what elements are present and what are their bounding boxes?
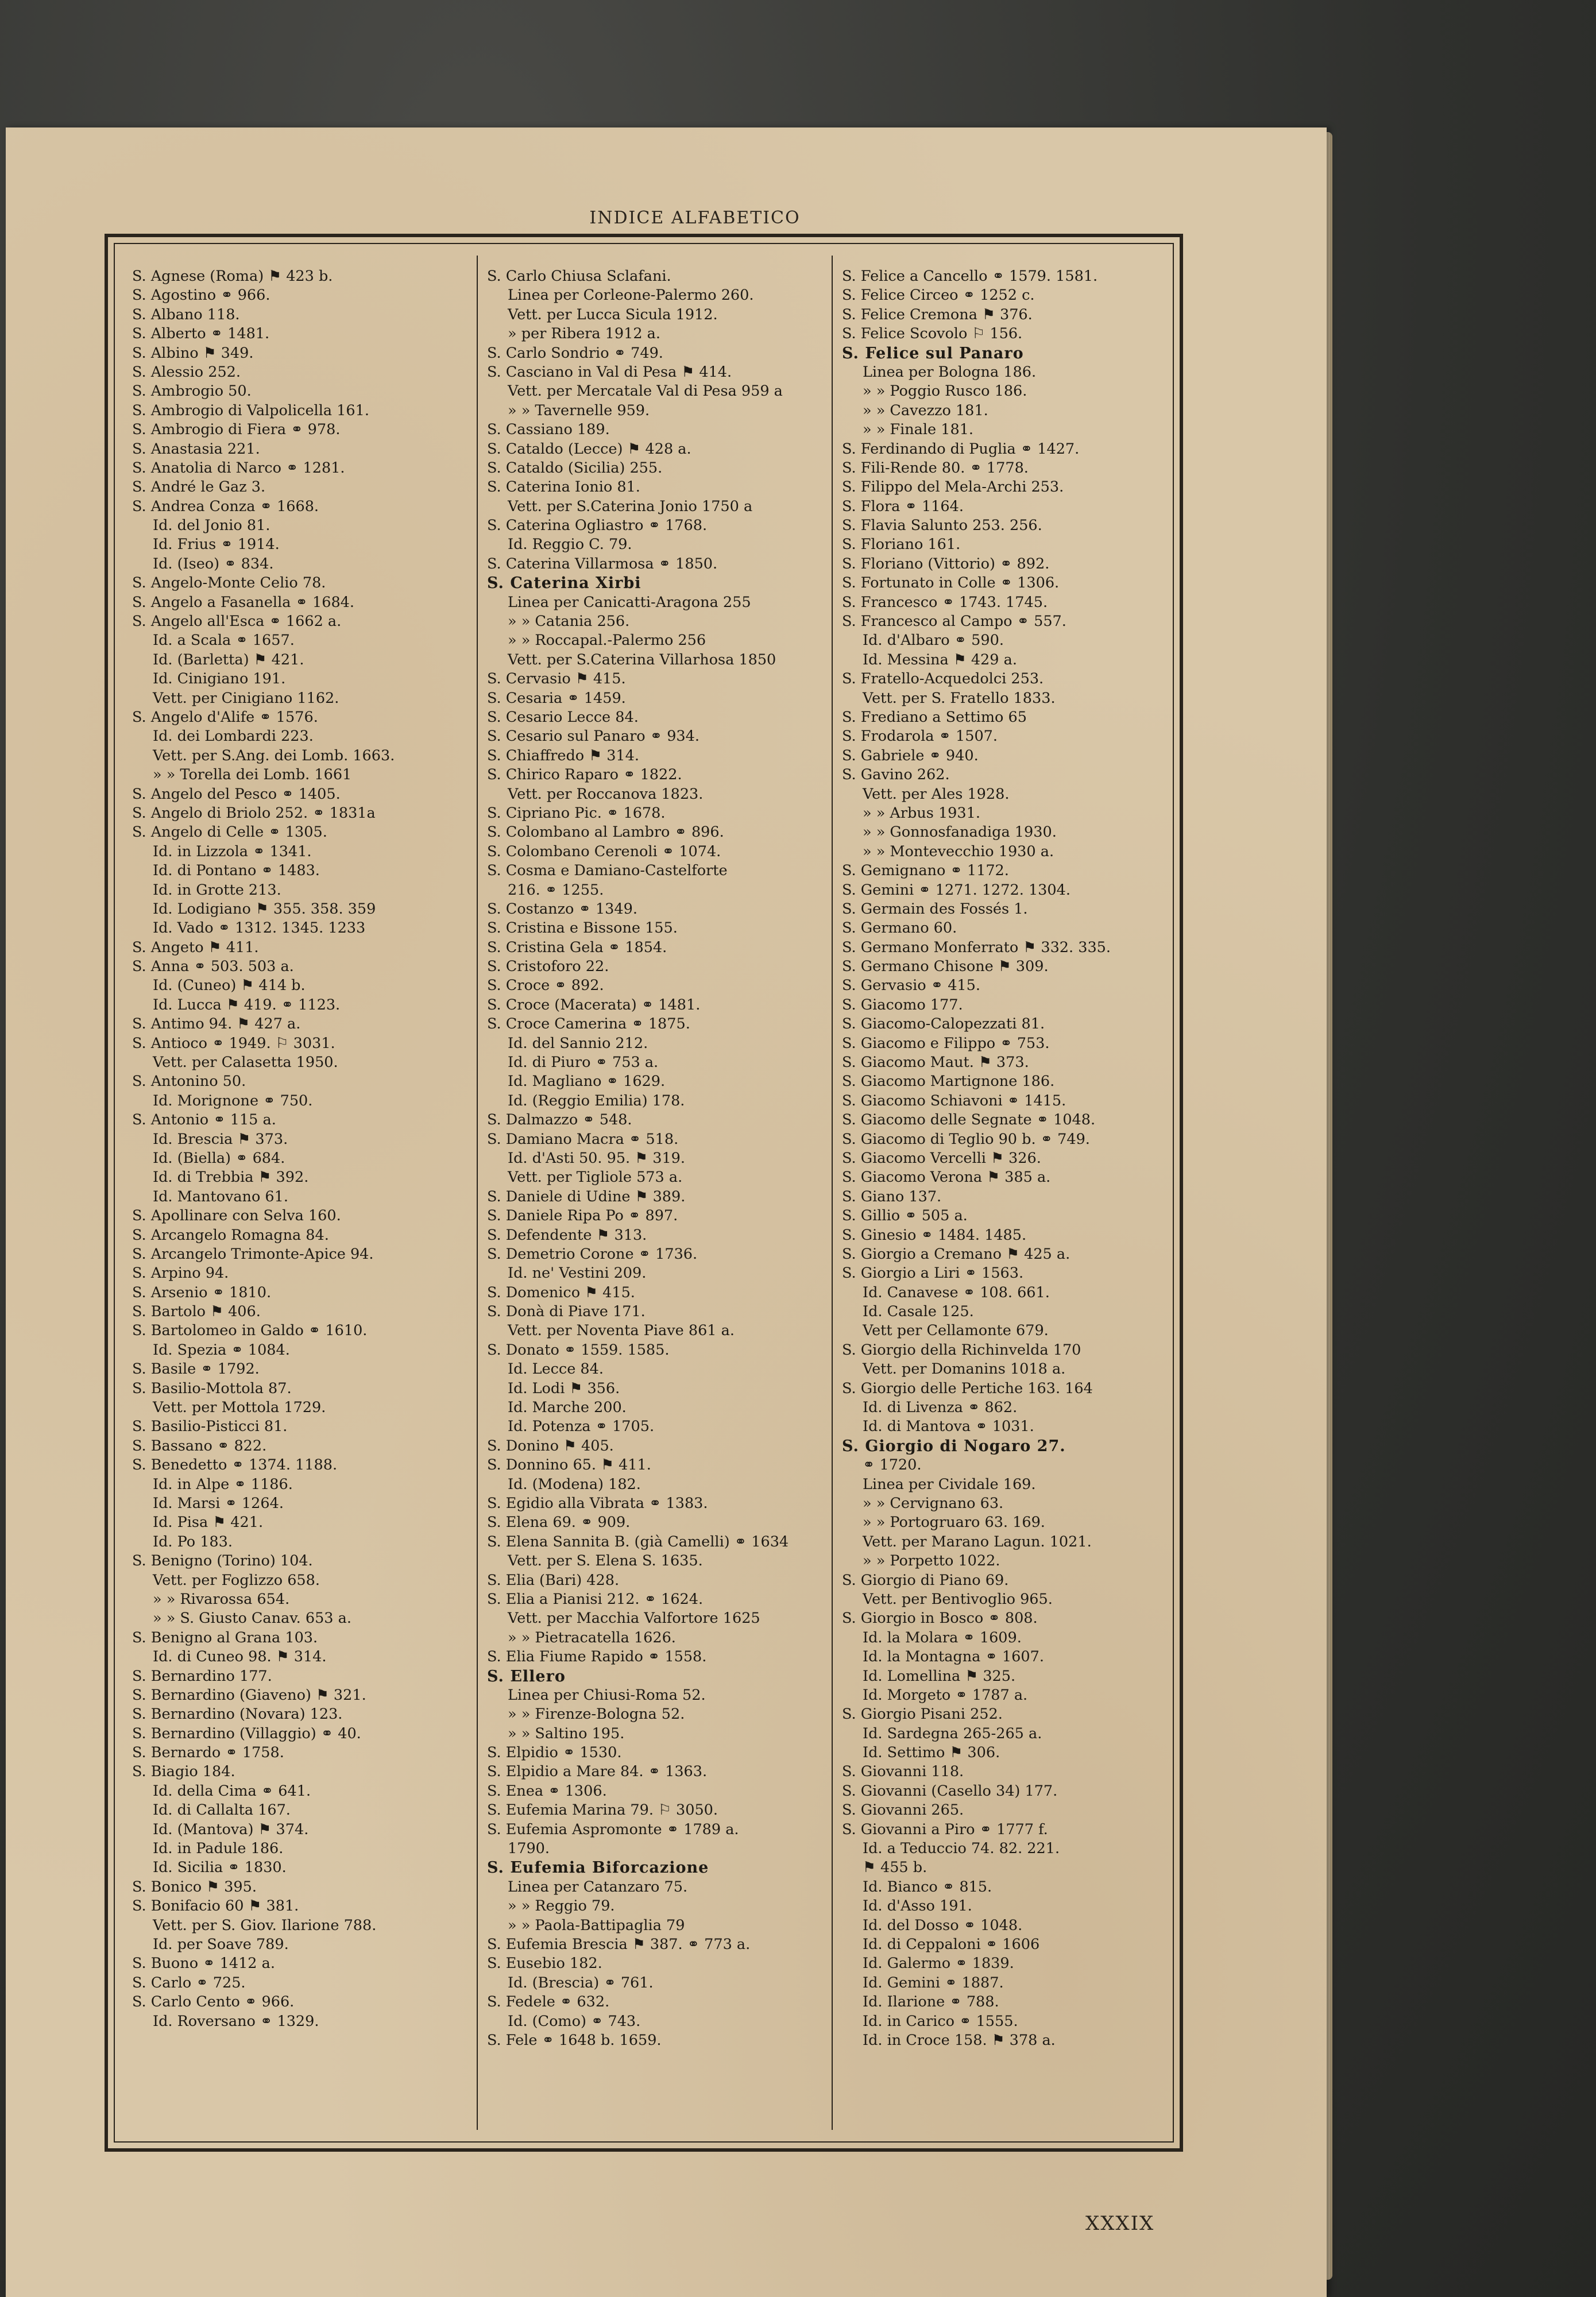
index-entry: S. Chiaffredo ⚑ 314.	[487, 747, 639, 764]
index-entry: Vett. per S. Giov. Ilarione 788.	[153, 1916, 377, 1934]
index-frame	[105, 234, 1183, 2152]
index-entry: S. Andrea Conza ⚭ 1668.	[132, 497, 319, 515]
index-entry: S. Arcangelo Trimonte-Apice 94.	[132, 1245, 374, 1263]
index-entry: S. Croce ⚭ 892.	[487, 977, 604, 995]
index-entry: S. Angelo di Briolo 252. ⚭ 1831a	[132, 804, 376, 822]
index-entry: » » S. Giusto Canav. 653 a.	[153, 1610, 351, 1627]
index-entry: S. Giacomo 177.	[842, 996, 963, 1014]
index-entry: S. Costanzo ⚭ 1349.	[487, 900, 637, 918]
index-entry: Id. dei Lombardi 223.	[153, 728, 314, 745]
index-entry: S. Basilio-Pisticci 81.	[132, 1418, 288, 1436]
index-column-1	[132, 267, 477, 2031]
index-entry: S. Daniele di Udine ⚑ 389.	[487, 1188, 686, 1205]
index-entry: S. Francesco ⚭ 1743. 1745.	[842, 593, 1048, 611]
index-entry: S. Angelo a Fasanella ⚭ 1684.	[132, 593, 355, 611]
index-entry: S. Cervasio ⚑ 415.	[487, 670, 626, 688]
index-entry: S. Benedetto ⚭ 1374. 1188.	[132, 1456, 338, 1474]
index-entry: » » Tavernelle 959.	[508, 401, 650, 419]
index-entry: S. Antioco ⚭ 1949. ⚐ 3031.	[132, 1034, 335, 1052]
index-entry: S. Filippo del Mela-Archi 253.	[842, 478, 1064, 496]
index-entry: Id. di Pontano ⚭ 1483.	[153, 862, 320, 880]
index-entry: S. Donnino 65. ⚑ 411.	[487, 1456, 651, 1474]
index-entry: Vett. per Marano Lagun. 1021.	[863, 1533, 1092, 1550]
index-entry: S. Colombano Cerenoli ⚭ 1074.	[487, 842, 721, 860]
index-entry: S. Carlo ⚭ 725.	[132, 1974, 246, 1991]
index-entry: Id. Frius ⚭ 1914.	[153, 536, 280, 554]
index-entry: Id. del Jonio 81.	[153, 517, 270, 535]
index-entry: S. Eufemia Aspromonte ⚭ 1789 a.	[487, 1820, 739, 1838]
index-entry: Id. (Como) ⚭ 743.	[508, 2012, 641, 2030]
index-entry: S. Cristoforo 22.	[487, 958, 609, 976]
index-entry: S. Angeto ⚑ 411.	[132, 938, 259, 956]
index-entry: S. Giorgio Pisani 252.	[842, 1706, 1003, 1723]
index-entry: Id. Lomellina ⚑ 325.	[863, 1667, 1016, 1685]
index-entry: S. Agostino ⚭ 966.	[132, 287, 270, 304]
index-entry: S. Caterina Villarmosa ⚭ 1850.	[487, 555, 718, 573]
index-entry: S. Gemini ⚭ 1271. 1272. 1304.	[842, 881, 1071, 899]
index-entry: Id. a Teduccio 74. 82. 221.	[863, 1840, 1060, 1858]
index-entry: S. Defendente ⚑ 313.	[487, 1226, 647, 1244]
index-entry: Vett. per S.Caterina Jonio 1750 a	[508, 497, 753, 515]
index-entry: S. Fele ⚭ 1648 b. 1659.	[487, 2031, 662, 2049]
index-entry: » » Arbus 1931.	[863, 804, 980, 822]
index-entry: S. Antonio ⚭ 115 a.	[132, 1111, 276, 1129]
index-entry: S. Cesaria ⚭ 1459.	[487, 689, 626, 707]
index-entry: S. Elena 69. ⚭ 909.	[487, 1514, 631, 1532]
index-entry: S. Carlo Chiusa Sclafani.	[487, 268, 671, 285]
index-entry: » » Firenze-Bologna 52.	[508, 1706, 685, 1723]
index-entry: » per Ribera 1912 a.	[508, 325, 660, 343]
index-entry: S. Ambrogio di Fiera ⚭ 978.	[132, 421, 341, 439]
index-entry: 1790.	[508, 1840, 550, 1858]
index-entry: S. Arcangelo Romagna 84.	[132, 1226, 329, 1244]
index-entry: Linea per Cividale 169.	[863, 1475, 1036, 1493]
index-entry: S. Alessio 252.	[132, 363, 241, 381]
index-entry: Id. Lodigiano ⚑ 355. 358. 359	[153, 900, 376, 918]
index-entry: Id. di Ceppaloni ⚭ 1606	[863, 1935, 1040, 1953]
index-entry: S. Bartolomeo in Galdo ⚭ 1610.	[132, 1322, 368, 1340]
index-entry: S. Caterina Ionio 81.	[487, 478, 640, 496]
index-entry: S. Anna ⚭ 503. 503 a.	[132, 958, 294, 976]
index-entry: S. Demetrio Corone ⚭ 1736.	[487, 1245, 698, 1263]
index-entry: S. Giorgio in Bosco ⚭ 808.	[842, 1610, 1038, 1627]
index-entry: Id. (Cuneo) ⚑ 414 b.	[153, 977, 306, 995]
index-entry: S. Giorgio della Richinvelda 170	[842, 1341, 1081, 1359]
index-entry: S. Giacomo Martignone 186.	[842, 1073, 1055, 1091]
index-entry: Vett. per S.Ang. dei Lomb. 1663.	[153, 747, 395, 764]
index-entry: S. Cesario Lecce 84.	[487, 708, 639, 726]
index-entry: Id. Reggio C. 79.	[508, 536, 632, 554]
index-column-2	[487, 267, 832, 2050]
index-entry: Vett. per S. Fratello 1833.	[863, 689, 1056, 707]
index-entry: S. Fedele ⚭ 632.	[487, 1993, 610, 2011]
index-entry: S. Giacomo delle Segnate ⚭ 1048.	[842, 1111, 1096, 1129]
index-entry: S. Antonino 50.	[132, 1073, 246, 1091]
index-entry: S. Biagio 184.	[132, 1763, 235, 1781]
index-entry: Id. Cinigiano 191.	[153, 670, 286, 688]
index-column-3	[842, 267, 1187, 2050]
index-entry: Id. Lecce 84.	[508, 1360, 604, 1378]
index-entry: S. Donato ⚭ 1559. 1585.	[487, 1341, 670, 1359]
index-entry: S. Elena Sannita B. (già Camelli) ⚭ 1634	[487, 1533, 789, 1550]
index-entry: S. Cataldo (Lecce) ⚑ 428 a.	[487, 440, 691, 458]
index-entry: ⚭ 1720.	[863, 1456, 922, 1474]
index-entry: Vett. per Roccanova 1823.	[508, 785, 704, 803]
index-entry: ⚑ 455 b.	[863, 1859, 928, 1877]
index-entry: » » Portogruaro 63. 169.	[863, 1514, 1045, 1532]
index-entry: Linea per Catanzaro 75.	[508, 1878, 688, 1896]
column-divider	[832, 256, 833, 2130]
index-entry: Id. di Cuneo 98. ⚑ 314.	[153, 1648, 327, 1666]
index-entry: Vett. per Ales 1928.	[863, 785, 1010, 803]
index-entry: S. Felice sul Panaro	[842, 344, 1024, 362]
index-entry: » » Paola-Battipaglia 79	[508, 1916, 685, 1934]
index-entry: S. Giacomo Verona ⚑ 385 a.	[842, 1169, 1051, 1186]
index-entry: S. Germano Monferrato ⚑ 332. 335.	[842, 938, 1111, 956]
index-entry: S. Giorgio delle Pertiche 163. 164	[842, 1379, 1093, 1397]
index-entry: S. Giovanni a Piro ⚭ 1777 f.	[842, 1820, 1048, 1838]
index-entry: Id. Sardegna 265-265 a.	[863, 1724, 1042, 1742]
index-entry: S. Croce Camerina ⚭ 1875.	[487, 1015, 690, 1033]
index-entry: Id. in Alpe ⚭ 1186.	[153, 1475, 293, 1493]
index-entry: Id. del Sannio 212.	[508, 1034, 648, 1052]
index-entry: S. Cristina e Bissone 155.	[487, 919, 678, 937]
index-entry: » » Gonnosfanadiga 1930.	[863, 823, 1057, 841]
index-frame-inner	[114, 243, 1174, 2143]
index-entry: Id. d'Asti 50. 95. ⚑ 319.	[508, 1149, 686, 1167]
index-entry: » » Cavezzo 181.	[863, 401, 988, 419]
index-entry: S. Floriano 161.	[842, 536, 961, 554]
index-entry: Id. (Barletta) ⚑ 421.	[153, 651, 304, 668]
index-entry: Linea per Canicatti-Aragona 255	[508, 593, 751, 611]
index-entry: Id. Canavese ⚭ 108. 661.	[863, 1283, 1050, 1301]
index-entry: S. Casciano in Val di Pesa ⚑ 414.	[487, 363, 732, 381]
index-entry: S. Buono ⚭ 1412 a.	[132, 1955, 275, 1973]
index-entry: S. Cataldo (Sicilia) 255.	[487, 459, 663, 477]
index-entry: Id. di Callalta 167.	[153, 1801, 291, 1819]
index-entry: Vett. per Lucca Sicula 1912.	[508, 306, 718, 323]
index-entry: Id. d'Asso 191.	[863, 1897, 972, 1915]
index-entry: Id. (Biella) ⚭ 684.	[153, 1149, 285, 1167]
index-entry: S. Gillio ⚭ 505 a.	[842, 1207, 968, 1225]
index-entry: » » Rivarossa 654.	[153, 1590, 290, 1608]
index-entry: S. Chirico Raparo ⚭ 1822.	[487, 766, 682, 784]
index-entry: S. Bassano ⚭ 822.	[132, 1437, 267, 1455]
index-entry: Id. Morignone ⚭ 750.	[153, 1092, 313, 1109]
index-entry: S. Ambrogio di Valpolicella 161.	[132, 401, 369, 419]
index-entry: S. Arpino 94.	[132, 1264, 229, 1282]
index-entry: S. Ellero	[487, 1667, 566, 1685]
index-entry: S. André le Gaz 3.	[132, 478, 266, 496]
index-entry: Id. Magliano ⚭ 1629.	[508, 1073, 666, 1091]
index-entry: S. Angelo del Pesco ⚭ 1405.	[132, 785, 341, 803]
index-entry: S. Flora ⚭ 1164.	[842, 497, 964, 515]
index-entry: S. Francesco al Campo ⚭ 557.	[842, 613, 1066, 631]
index-entry: » » Saltino 195.	[508, 1724, 625, 1742]
index-entry: S. Albano 118.	[132, 306, 240, 323]
index-entry: S. Apollinare con Selva 160.	[132, 1207, 341, 1225]
index-entry: Id. Po 183.	[153, 1533, 233, 1550]
index-entry: S. Giorgio a Liri ⚭ 1563.	[842, 1264, 1024, 1282]
index-entry: Id. (Modena) 182.	[508, 1475, 641, 1493]
index-entry: S. Anatolia di Narco ⚭ 1281.	[132, 459, 345, 477]
index-entry: S. Carlo Sondrio ⚭ 749.	[487, 344, 663, 362]
index-entry: S. Basilio-Mottola 87.	[132, 1379, 292, 1397]
index-entry: S. Agnese (Roma) ⚑ 423 b.	[132, 268, 333, 285]
index-entry: S. Bartolo ⚑ 406.	[132, 1303, 261, 1321]
index-entry: S. Croce (Macerata) ⚭ 1481.	[487, 996, 701, 1014]
index-entry: Id. la Montagna ⚭ 1607.	[863, 1648, 1044, 1666]
index-entry: S. Donino ⚑ 405.	[487, 1437, 614, 1455]
index-entry: S. Bernardo ⚭ 1758.	[132, 1744, 284, 1762]
index-entry: S. Giacomo Schiavoni ⚭ 1415.	[842, 1092, 1066, 1109]
book-page	[6, 127, 1327, 2297]
index-entry: S. Eufemia Biforcazione	[487, 1859, 709, 1877]
index-entry: S. Giacomo di Teglio 90 b. ⚭ 749.	[842, 1130, 1090, 1148]
index-entry: S. Germano 60.	[842, 919, 957, 937]
index-entry: S. Frediano a Settimo 65	[842, 708, 1027, 726]
index-entry: S. Giacomo-Calopezzati 81.	[842, 1015, 1045, 1033]
index-entry: S. Benigno al Grana 103.	[132, 1629, 318, 1646]
index-entry: Id. per Soave 789.	[153, 1935, 289, 1953]
index-entry: Vett. per Noventa Piave 861 a.	[508, 1322, 735, 1340]
index-entry: S. Giacomo Maut. ⚑ 373.	[842, 1054, 1029, 1072]
index-entry: » » Poggio Rusco 186.	[863, 382, 1027, 400]
index-entry: S. Gavino 262.	[842, 766, 950, 784]
index-entry: Vett. per Foglizzo 658.	[153, 1571, 320, 1589]
index-entry: Linea per Bologna 186.	[863, 363, 1037, 381]
index-entry: S. Cipriano Pic. ⚭ 1678.	[487, 804, 666, 822]
index-entry: S. Ambrogio 50.	[132, 382, 252, 400]
index-entry: S. Germano Chisone ⚑ 309.	[842, 958, 1049, 976]
index-entry: Id. di Trebbia ⚑ 392.	[153, 1169, 309, 1186]
index-entry: S. Giovanni 265.	[842, 1801, 964, 1819]
index-entry: S. Gabriele ⚭ 940.	[842, 747, 979, 764]
index-entry: S. Elia (Bari) 428.	[487, 1571, 620, 1589]
index-entry: S. Enea ⚭ 1306.	[487, 1782, 607, 1800]
index-entry: » » Torella dei Lomb. 1661	[153, 766, 352, 784]
index-entry: S. Eufemia Marina 79. ⚐ 3050.	[487, 1801, 718, 1819]
index-entry: 216. ⚭ 1255.	[508, 881, 604, 899]
index-entry: Id. Gemini ⚭ 1887.	[863, 1974, 1004, 1991]
index-entry: Id. (Iseo) ⚭ 834.	[153, 555, 274, 573]
index-entry: S. Flavia Salunto 253. 256.	[842, 517, 1042, 535]
index-entry: Id. Lodi ⚑ 356.	[508, 1379, 620, 1397]
index-entry: Id. Casale 125.	[863, 1303, 974, 1321]
index-entry: S. Felice Circeo ⚭ 1252 c.	[842, 287, 1035, 304]
index-entry: Id. Ilarione ⚭ 788.	[863, 1993, 999, 2011]
index-entry: Id. in Lizzola ⚭ 1341.	[153, 842, 312, 860]
index-entry: Id. Morgeto ⚭ 1787 a.	[863, 1686, 1028, 1704]
index-entry: S. Arsenio ⚭ 1810.	[132, 1283, 272, 1301]
index-entry: Id. Bianco ⚭ 815.	[863, 1878, 992, 1896]
index-entry: S. Basile ⚭ 1792.	[132, 1360, 260, 1378]
index-entry: Id. Pisa ⚑ 421.	[153, 1514, 264, 1532]
index-entry: S. Alberto ⚭ 1481.	[132, 325, 270, 343]
index-entry: S. Gervasio ⚭ 415.	[842, 977, 980, 995]
index-entry: S. Giacomo Vercelli ⚑ 326.	[842, 1149, 1041, 1167]
index-entry: S. Ginesio ⚭ 1484. 1485.	[842, 1226, 1027, 1244]
index-entry: S. Felice Scovolo ⚐ 156.	[842, 325, 1023, 343]
index-entry: S. Bernardino (Novara) 123.	[132, 1706, 343, 1723]
index-entry: » » Catania 256.	[508, 613, 630, 631]
index-entry: Id. Sicilia ⚭ 1830.	[153, 1859, 287, 1877]
index-entry: Vett. per Bentivoglio 965.	[863, 1590, 1053, 1608]
index-entry: S. Angelo d'Alife ⚭ 1576.	[132, 708, 318, 726]
index-entry: S. Dalmazzo ⚭ 548.	[487, 1111, 632, 1129]
index-entry: » » Roccapal.-Palermo 256	[508, 632, 706, 649]
index-entry: Id. (Reggio Emilia) 178.	[508, 1092, 685, 1109]
index-entry: S. Giano 137.	[842, 1188, 942, 1205]
index-entry: S. Felice Cremona ⚑ 376.	[842, 306, 1033, 323]
index-entry: S. Elia Fiume Rapido ⚭ 1558.	[487, 1648, 707, 1666]
index-entry: S. Frodarola ⚭ 1507.	[842, 728, 998, 745]
index-entry: S. Carlo Cento ⚭ 966.	[132, 1993, 295, 2011]
index-entry: Vett. per Macchia Valfortore 1625	[508, 1610, 760, 1627]
index-entry: S. Giorgio di Piano 69.	[842, 1571, 1009, 1589]
index-entry: S. Cosma e Damiano-Castelforte	[487, 862, 728, 880]
index-entry: Id. in Croce 158. ⚑ 378 a.	[863, 2031, 1056, 2049]
index-entry: Id. Galermo ⚭ 1839.	[863, 1955, 1014, 1973]
index-entry: Id. ne' Vestini 209.	[508, 1264, 647, 1282]
index-entry: Id. in Padule 186.	[153, 1840, 284, 1858]
index-entry: S. Germain des Fossés 1.	[842, 900, 1028, 918]
index-entry: Id. in Carico ⚭ 1555.	[863, 2012, 1018, 2030]
index-entry: S. Bernardino (Giaveno) ⚑ 321.	[132, 1686, 366, 1704]
index-entry: Id. Marche 200.	[508, 1399, 627, 1417]
index-entry: Id. di Piuro ⚭ 753 a.	[508, 1054, 659, 1072]
index-entry: Id. (Mantova) ⚑ 374.	[153, 1820, 309, 1838]
index-entry: » » Cervignano 63.	[863, 1495, 1004, 1512]
index-entry: Id. la Molara ⚭ 1609.	[863, 1629, 1022, 1646]
index-entry: S. Caterina Xirbi	[487, 574, 642, 593]
index-entry: Id. Mantovano 61.	[153, 1188, 288, 1205]
index-entry: S. Antimo 94. ⚑ 427 a.	[132, 1015, 301, 1033]
index-entry: Vett. per Domanins 1018 a.	[863, 1360, 1066, 1378]
index-entry: Id. Messina ⚑ 429 a.	[863, 651, 1017, 668]
index-entry: S. Felice a Cancello ⚭ 1579. 1581.	[842, 268, 1098, 285]
index-entry: S. Fratello-Acquedolci 253.	[842, 670, 1044, 688]
index-entry: » » Reggio 79.	[508, 1897, 615, 1915]
index-entry: S. Angelo all'Esca ⚭ 1662 a.	[132, 613, 342, 631]
index-entry: Linea per Chiusi-Roma 52.	[508, 1686, 706, 1704]
index-entry: Vett. per S.Caterina Villarhosa 1850	[508, 651, 776, 668]
index-entry: S. Ferdinando di Puglia ⚭ 1427.	[842, 440, 1080, 458]
index-entry: S. Damiano Macra ⚭ 518.	[487, 1130, 679, 1148]
index-entry: S. Egidio alla Vibrata ⚭ 1383.	[487, 1495, 708, 1512]
index-entry: Vett. per Cinigiano 1162.	[153, 689, 339, 707]
index-entry: S. Bernardino 177.	[132, 1667, 272, 1685]
index-entry: S. Elpidio ⚭ 1530.	[487, 1744, 622, 1762]
index-entry: S. Colombano al Lambro ⚭ 896.	[487, 823, 724, 841]
index-entry: Vett. per Calasetta 1950.	[153, 1054, 338, 1072]
index-entry: S. Giorgio a Cremano ⚑ 425 a.	[842, 1245, 1071, 1263]
index-entry: Id. Brescia ⚑ 373.	[153, 1130, 288, 1148]
index-entry: » » Pietracatella 1626.	[508, 1629, 676, 1646]
index-entry: S. Cristina Gela ⚭ 1854.	[487, 938, 667, 956]
index-entry: Vett. per Mottola 1729.	[153, 1399, 326, 1417]
index-entry: Id. Lucca ⚑ 419. ⚭ 1123.	[153, 996, 341, 1014]
index-entry: Id. della Cima ⚭ 641.	[153, 1782, 311, 1800]
index-entry: S. Elia a Pianisi 212. ⚭ 1624.	[487, 1590, 704, 1608]
index-entry: S. Fili-Rende 80. ⚭ 1778.	[842, 459, 1029, 477]
index-entry: Id. Potenza ⚭ 1705.	[508, 1418, 655, 1436]
index-entry: Vett. per Mercatale Val di Pesa 959 a	[508, 382, 783, 400]
column-divider	[477, 256, 478, 2130]
index-entry: S. Donà di Piave 171.	[487, 1303, 646, 1321]
index-entry: Id. Vado ⚭ 1312. 1345. 1233	[153, 919, 366, 937]
index-entry: S. Giovanni 118.	[842, 1763, 964, 1781]
index-entry: S. Anastasia 221.	[132, 440, 260, 458]
index-entry: Id. del Dosso ⚭ 1048.	[863, 1916, 1023, 1934]
index-entry: » » Finale 181.	[863, 421, 974, 439]
index-entry: » » Montevecchio 1930 a.	[863, 842, 1054, 860]
index-entry: S. Fortunato in Colle ⚭ 1306.	[842, 574, 1060, 592]
index-entry: Id. Settimo ⚑ 306.	[863, 1744, 1000, 1762]
index-entry: Id. a Scala ⚭ 1657.	[153, 632, 295, 649]
index-entry: Linea per Corleone-Palermo 260.	[508, 287, 754, 304]
index-entry: S. Angelo-Monte Celio 78.	[132, 574, 326, 592]
index-entry: Id. in Grotte 213.	[153, 881, 281, 899]
page-header: INDICE ALFABETICO	[589, 208, 801, 228]
index-entry: Vett per Cellamonte 679.	[863, 1322, 1049, 1340]
index-entry: S. Cassiano 189.	[487, 421, 610, 439]
index-entry: Vett. per Tigliole 573 a.	[508, 1169, 683, 1186]
index-entry: S. Angelo di Celle ⚭ 1305.	[132, 823, 327, 841]
page-number: XXXIX	[1085, 2212, 1155, 2235]
index-entry: S. Gemignano ⚭ 1172.	[842, 862, 1009, 880]
index-entry: S. Daniele Ripa Po ⚭ 897.	[487, 1207, 678, 1225]
index-entry: Id. Marsi ⚭ 1264.	[153, 1495, 284, 1512]
index-entry: S. Giacomo e Filippo ⚭ 753.	[842, 1034, 1050, 1052]
index-entry: Id. Roversano ⚭ 1329.	[153, 2012, 319, 2030]
index-entry: » » Porpetto 1022.	[863, 1552, 1000, 1570]
index-entry: S. Bonico ⚑ 395.	[132, 1878, 257, 1896]
index-entry: S. Giovanni (Casello 34) 177.	[842, 1782, 1058, 1800]
index-entry: S. Benigno (Torino) 104.	[132, 1552, 313, 1570]
index-entry: S. Floriano (Vittorio) ⚭ 892.	[842, 555, 1050, 573]
index-entry: Vett. per S. Elena S. 1635.	[508, 1552, 703, 1570]
index-entry: S. Eusebio 182.	[487, 1955, 602, 1973]
index-entry: S. Domenico ⚑ 415.	[487, 1283, 635, 1301]
index-entry: S. Caterina Ogliastro ⚭ 1768.	[487, 517, 708, 535]
index-entry: Id. Spezia ⚭ 1084.	[153, 1341, 290, 1359]
index-entry: S. Bernardino (Villaggio) ⚭ 40.	[132, 1724, 361, 1742]
index-entry: S. Bonifacio 60 ⚑ 381.	[132, 1897, 299, 1915]
index-entry: Id. di Livenza ⚭ 862.	[863, 1399, 1018, 1417]
index-entry: S. Giorgio di Nogaro 27.	[842, 1437, 1066, 1455]
index-entry: S. Albino ⚑ 349.	[132, 344, 254, 362]
index-entry: Id. (Brescia) ⚭ 761.	[508, 1974, 654, 1991]
index-entry: Id. d'Albaro ⚭ 590.	[863, 632, 1004, 649]
index-entry: S. Eufemia Brescia ⚑ 387. ⚭ 773 a.	[487, 1935, 751, 1953]
index-entry: S. Elpidio a Mare 84. ⚭ 1363.	[487, 1763, 708, 1781]
index-entry: S. Cesario sul Panaro ⚭ 934.	[487, 728, 700, 745]
index-entry: Id. di Mantova ⚭ 1031.	[863, 1418, 1034, 1436]
